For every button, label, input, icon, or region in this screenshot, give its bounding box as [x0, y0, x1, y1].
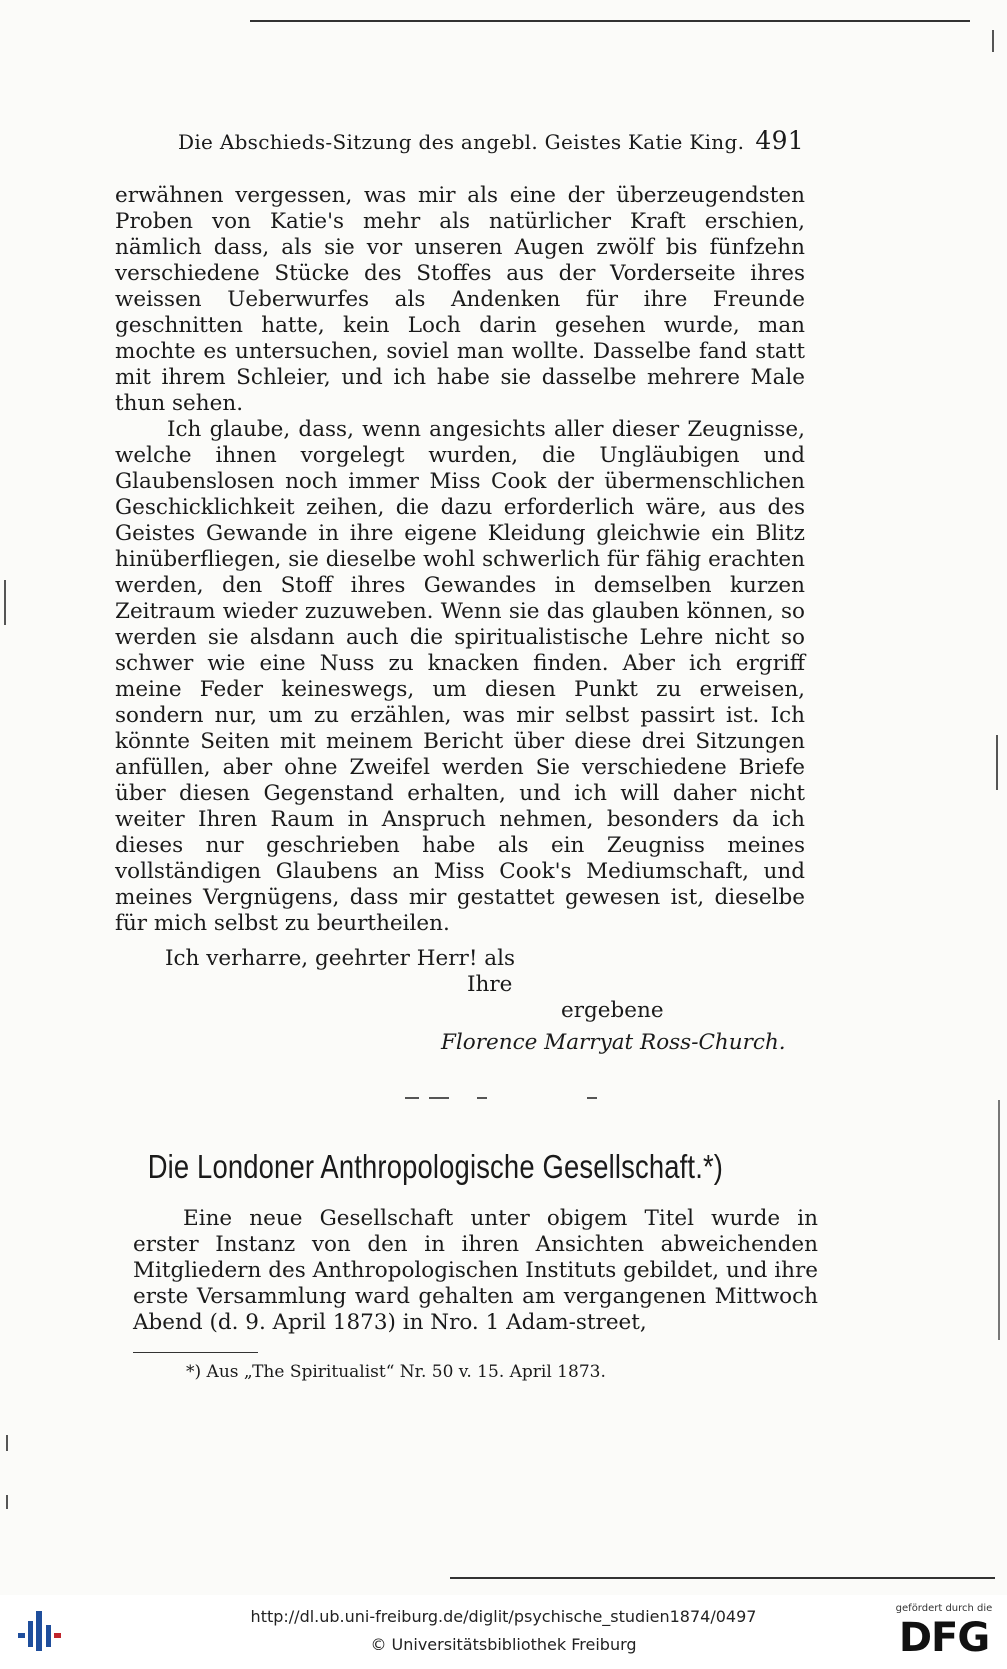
bottom-rule — [450, 1577, 995, 1579]
letter-paragraph-1: erwähnen vergessen, was mir als eine der überzeugendsten Proben von Katie's mehr als natürlicher Kraft erschien, nämlich dass, als sie vor unseren Augen zwölf bis fünfzehn verschiedene Stücke des Stoffes aus der Vorderseite ihres weissen Ueberwurfes als Andenken für ihre Freunde geschnitten hatte, kein Loch darin gesehen wurde, man mochte es untersuchen, soviel man wollte. Dasselbe fand statt mit ihrem Schleier, und ich habe sie dasselbe mehrere Male thun sehen. — [115, 183, 805, 416]
margin-mark — [6, 1495, 8, 1509]
letter-closing: Ich verharre, geehrter Herr! als — [165, 946, 516, 971]
article-heading: Die Londoner Anthropologische Gesellschaft.*) — [147, 1148, 724, 1185]
margin-mark — [4, 580, 6, 625]
letter-signature: Florence Marryat Ross-Church. — [441, 1030, 786, 1055]
letter-paragraph-2: Ich glaube, dass, wenn angesichts aller dieser Zeugnisse, welche ihnen vorgelegt wurden, die Ungläubigen und Glaubenslosen noch immer Miss Cook der übermenschlichen Geschicklichkeit zeihen, die dazu erforderlich wäre, aus des Geistes Gewande in ihre eigene Kleidung gleichwie ein Blitz hinüberfliegen, sie dieselbe wohl schwerlich für fähig erachten werden, den Stoff ihres Gewandes in demselben kurzen Zeitraum wieder zuzuweben. Wenn sie das glauben können, so werden sie alsdann auch die spiritualistische Lehre nicht so schwer wie eine Nuss zu knacken finden. Aber ich ergriff meine Feder keineswegs, um diesen Punkt zu erweisen, sondern nur, um zu erzählen, was mir selbst passirt ist. Ich könnte Seiten mit meinem Bericht über diese drei Sitzungen anfüllen, aber ohne Zweifel werden Sie verschiedene Briefe über diesen Gegenstand erhalten, und ich will daher nicht weiter Ihren Raum in Anspruch nehmen, besonders da ich dieses nur geschrieben habe als ein Zeugniss meines vollständigen Glaubens an Miss Cook's Mediumschaft, und meines Vergnügens, dass mir gestattet gewesen ist, dieselbe für mich selbst zu beurtheilen. — [115, 417, 805, 936]
dfg-wordmark: DFG — [898, 1615, 990, 1661]
margin-mark — [998, 1100, 1000, 1340]
margin-mark — [996, 735, 998, 790]
page-number: 491 — [755, 126, 804, 155]
footnote-rule — [133, 1352, 258, 1353]
footer-bar — [0, 1595, 1007, 1669]
dfg-logo — [888, 1603, 1000, 1663]
dfg-tagline: gefördert durch die — [895, 1603, 993, 1614]
article-paragraph: Eine neue Gesellschaft unter obigem Titel wurde in erster Instanz von den in ihren Ansichten abweichenden Mitgliedern des Anthropologischen Instituts gebildet, und ihre erste Versammlung ward gehalten am vergangenen Mittwoch Abend (d. 9. April 1873) in Nro. 1 Adam-street, — [133, 1206, 818, 1335]
letter-closing-ihre: Ihre — [467, 972, 513, 997]
letter-body — [115, 183, 805, 937]
source-url[interactable]: http://dl.ub.uni-freiburg.de/diglit/psychische_studien1874/0497 — [250, 1607, 757, 1626]
article-body — [133, 1206, 818, 1336]
running-head-title: Die Abschieds-Sitzung des angebl. Geistes Katie King. — [178, 130, 745, 154]
top-rule — [250, 20, 970, 22]
section-separator — [405, 1092, 605, 1104]
margin-mark — [6, 1435, 8, 1451]
footnote: *) Aus „The Spiritualist“ Nr. 50 v. 15. April 1873. — [186, 1362, 606, 1382]
running-head — [178, 126, 804, 160]
copyright-notice: © Universitätsbibliothek Freiburg — [370, 1635, 637, 1654]
letter-closing-ergebene: ergebene — [561, 998, 664, 1023]
margin-mark — [992, 30, 994, 52]
